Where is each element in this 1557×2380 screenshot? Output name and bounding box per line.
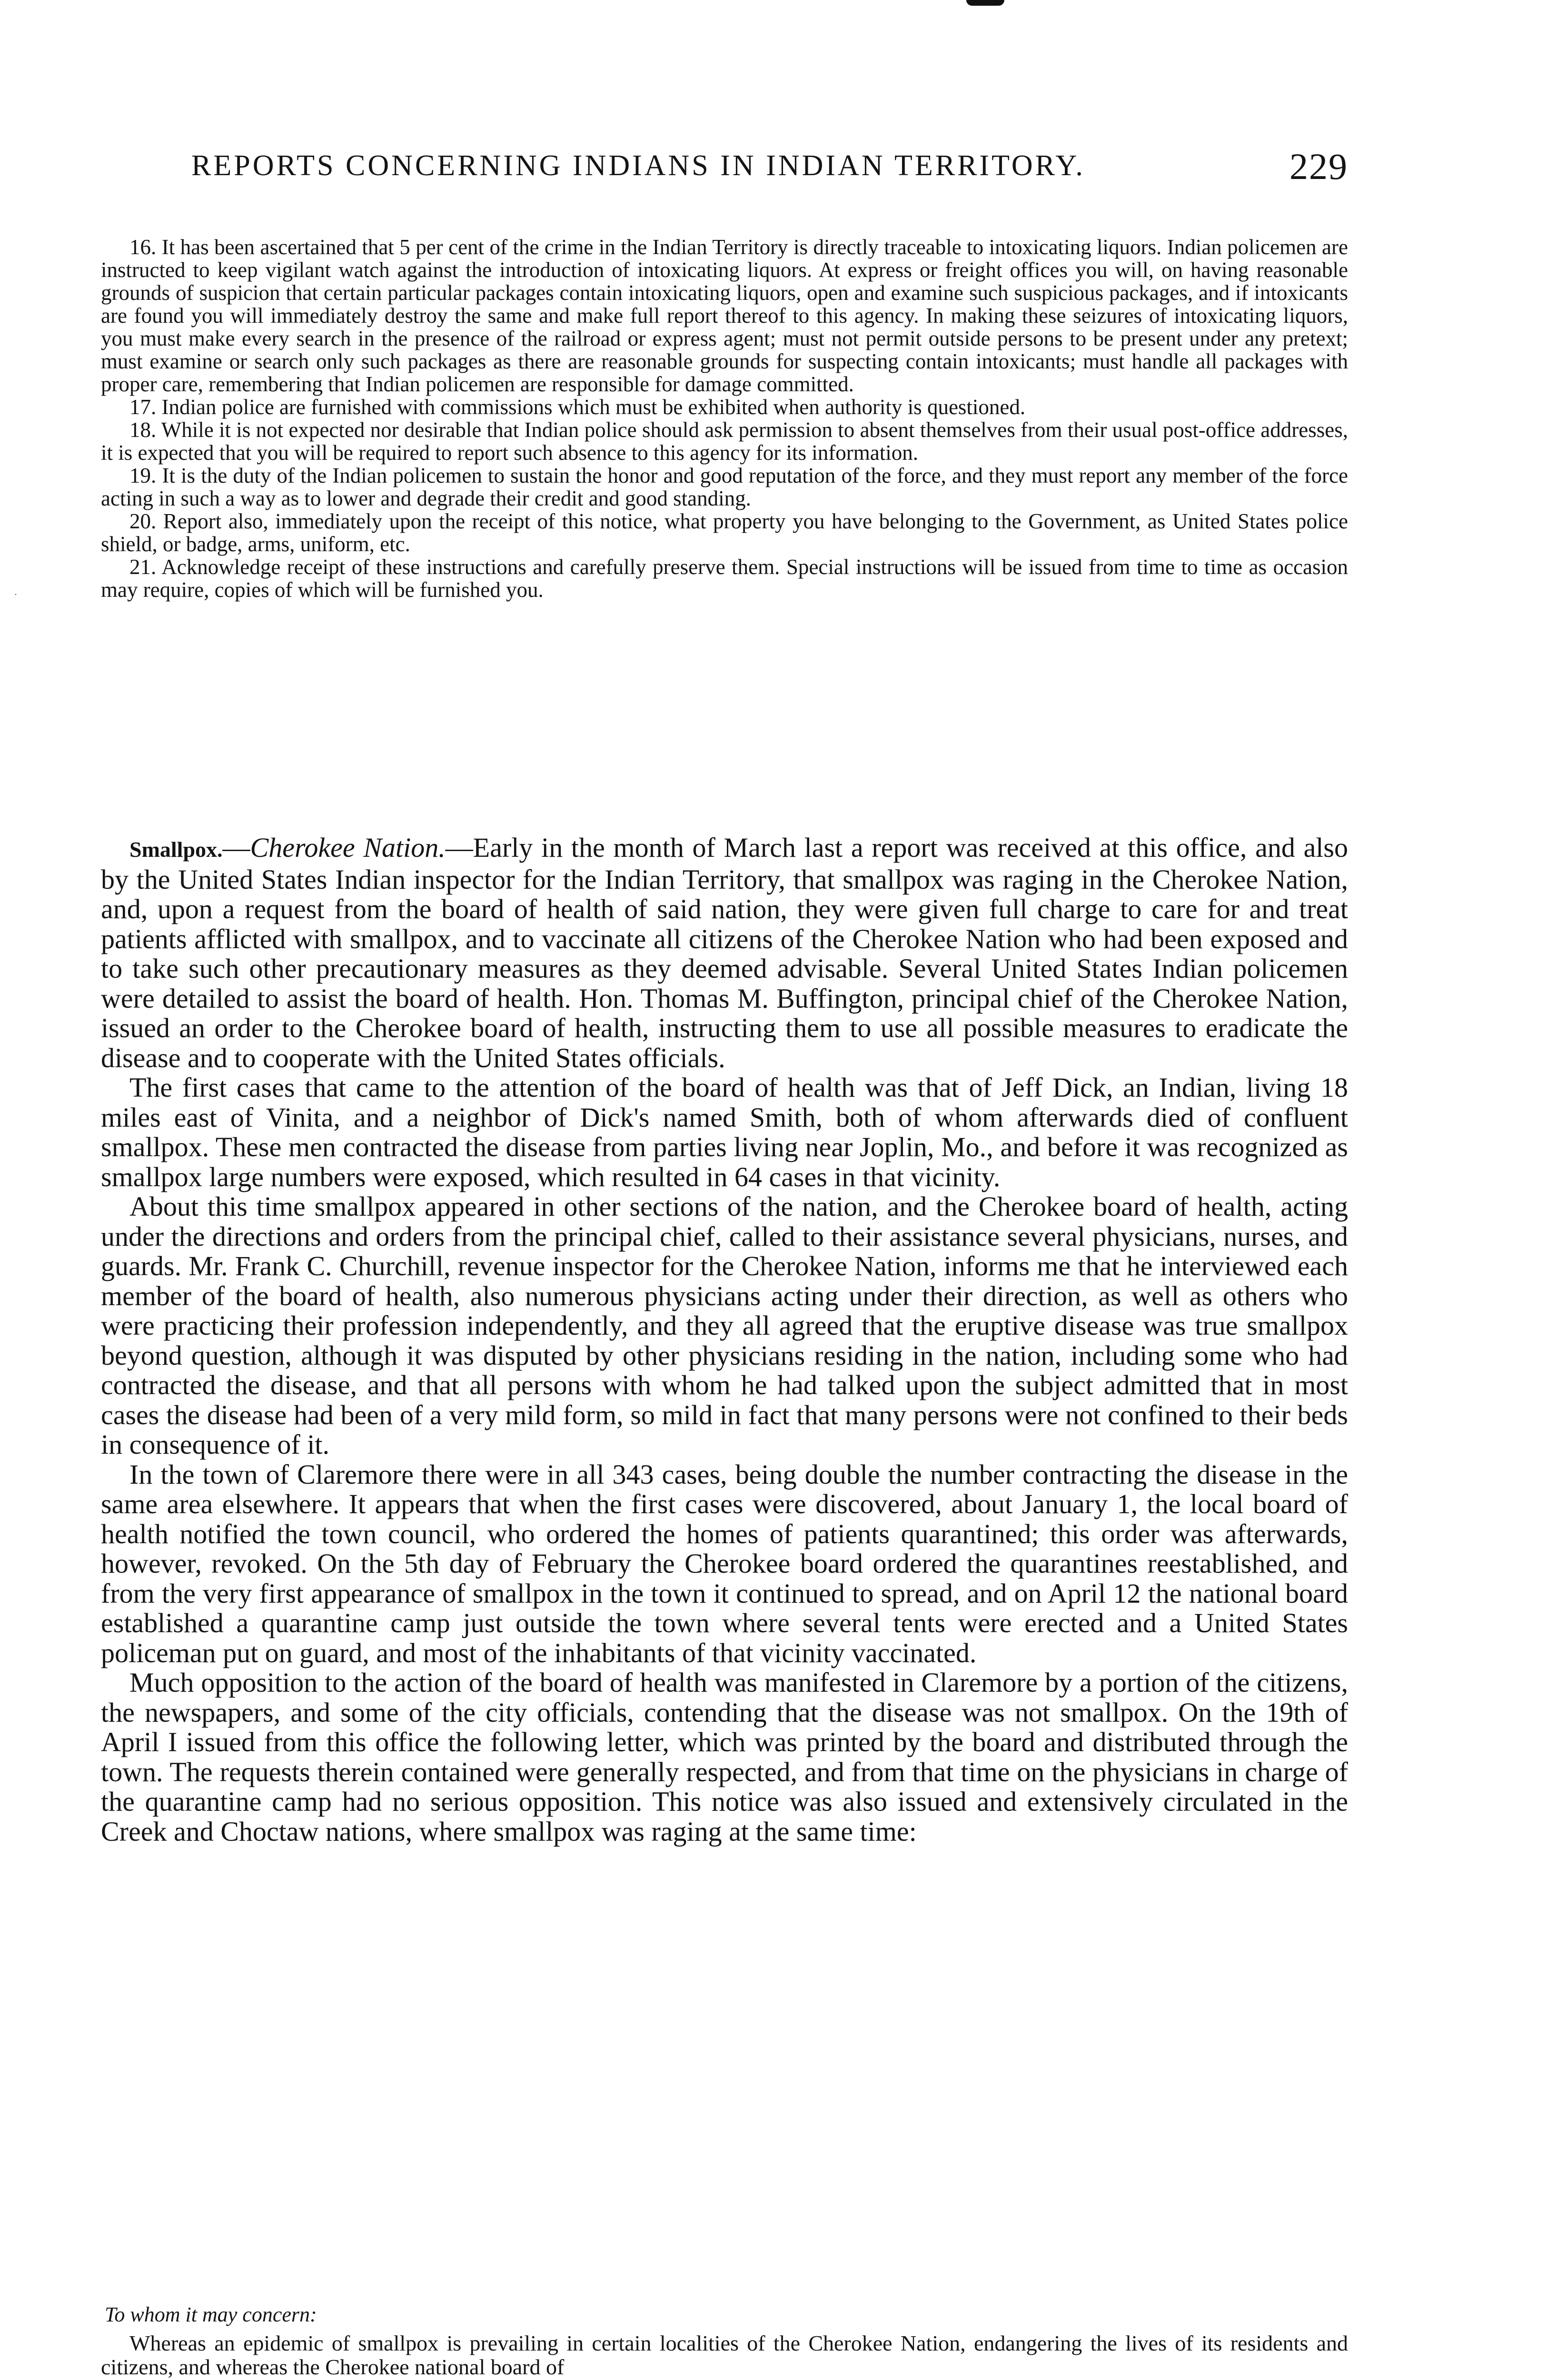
letter-text: Whereas an epidemic of smallpox is prevailing in certain localities of the Cherokee Nation, endangering the lives of its residents and citizens, and whereas the Cherokee national board of [101, 2331, 1348, 2379]
section-run-in-heading: Smallpox. [129, 837, 223, 862]
instruction-16: 16. It has been ascertained that 5 per cent of the crime in the Indian Territory is directly traceable to intoxicating liquors. Indian policemen are instructed to keep vigilant watch against the introduction of intoxicating liquors. At express or freight offices you will, on having reasonable grounds of suspicion that certain particular packages contain intoxicating liquors, open and examine such suspicious packages, and if intoxicants are found you will immediately destroy the same and make full report thereof to this agency. In making these seizures of intoxicating liquors, you must make every search in the presence of the railroad or express agent; must not permit outside persons to be present under any pretext; must examine or search only such packages as there are reasonable grounds for suspecting contain intoxicants; must handle all packages with proper care, remembering that Indian policemen are responsible for damage committed. [101, 235, 1348, 396]
paragraph-first-cases: The first cases that came to the attention of the board of health was that of Jeff Dick, an Indian, living 18 miles east of Vinita, and a neighbor of Dick's named Smith, both of whom afterwards died of confluent smallpox. These men contracted the disease from parties living near Joplin, Mo., and before it was recognized as smallpox large numbers were exposed, which resulted in 64 cases in that vicinity. [101, 1072, 1348, 1192]
running-head: REPORTS CONCERNING INDIANS IN INDIAN TERRITORY. [191, 149, 1085, 182]
em-dash: — [445, 832, 473, 863]
paragraph-text: Early in the month of March last a report was received at this office, and also by the United States Indian inspector for the Indian Territory, that smallpox was raging in the Cherokee Nation, and, upon a request from the board of health of said nation, they were given full charge to care for and treat patients afflicted with smallpox, and to vaccinate all citizens of the Cherokee Nation who had been exposed and to take such other precautionary measures as they deemed advisable. Several United States Indian policemen were detailed to assist the board of health. Hon. Thomas M. Buffington, principal chief of the Cherokee Nation, issued an order to the Cherokee board of health, instructing them to use all possible measures to eradicate the disease and to cooperate with the United States officials. [101, 832, 1348, 1073]
margin-mark: ˙ [13, 592, 18, 604]
quoted-letter [101, 2303, 1348, 2379]
page-number: 229 [1289, 146, 1348, 187]
em-dash: — [222, 832, 250, 863]
instruction-19: 19. It is the duty of the Indian policemen to sustain the honor and good reputation of the force, and they must report any member of the force acting in such a way as to lower and degrade their credit and good standing. [101, 464, 1348, 510]
letter-salutation: To whom it may concern: [105, 2303, 317, 2326]
paragraph-opposition: Much opposition to the action of the board of health was manifested in Claremore by a portion of the citizens, the newspapers, and some of the city officials, contending that the disease was not smallpox. On the 19th of April I issued from this office the following letter, which was printed by the board and distributed through the town. The requests therein contained were generally respected, and from that time on the physicians in charge of the quarantine camp had no serious opposition. This notice was also issued and extensively circulated in the Creek and Choctaw nations, where smallpox was raging at the same time: [101, 1667, 1348, 1847]
paragraph-claremore: In the town of Claremore there were in all 343 cases, being double the number contracting the disease in the same area elsewhere. It appears that when the first cases were discovered, about January 1, the local board of health notified the town council, who ordered the homes of patients quarantined; this order was afterwards, however, revoked. On the 5th day of February the Cherokee board ordered the quarantines reestablished, and from the very first appearance of smallpox in the town it continued to spread, and on April 12 the national board established a quarantine camp just outside the town where several tents were erected and a United States policeman put on guard, and most of the inhabitants of that vicinity vaccinated. [101, 1458, 1348, 1668]
smallpox-section [101, 833, 1348, 1846]
instruction-20: 20. Report also, immediately upon the receipt of this notice, what property you have belonging to the Government, as United States police shield, or badge, arms, uniform, etc. [101, 509, 1348, 556]
paragraph-other-sections: About this time smallpox appeared in other sections of the nation, and the Cherokee board of health, acting under the directions and orders from the principal chief, called to their assistance several physicians, nurses, and guards. Mr. Frank C. Churchill, revenue inspector for the Cherokee Nation, informs me that he interviewed each member of the board of health, also numerous physicians acting under their direction, as well as others who were practicing their profession independently, and they all agreed that the eruptive disease was true smallpox beyond question, although it was disputed by other physicians residing in the nation, including some who had contracted the disease, and that all persons with whom he had talked upon the subject admitted that in most cases the disease had been of a very mild form, so mild in fact that many persons were not confined to their beds in consequence of it. [101, 1191, 1348, 1460]
scan-edge-mark [966, 0, 1004, 6]
page-header [101, 145, 1348, 193]
instruction-17: 17. Indian police are furnished with commissions which must be exhibited when authority is questioned. [129, 395, 1026, 419]
instruction-21: 21. Acknowledge receipt of these instructions and carefully preserve them. Special instructions will be issued from time to time as occasion may require, copies of which will be furnished you. [101, 555, 1348, 602]
smallpox-first-paragraph [101, 833, 1348, 1073]
section-subheading: Cherokee Nation. [250, 832, 446, 863]
instruction-18: 18. While it is not expected nor desirable that Indian police should ask permission to absent themselves from their usual post-office addresses, it is expected that you will be required to report such absence to this agency for its information. [101, 418, 1348, 465]
police-instructions [101, 236, 1348, 601]
